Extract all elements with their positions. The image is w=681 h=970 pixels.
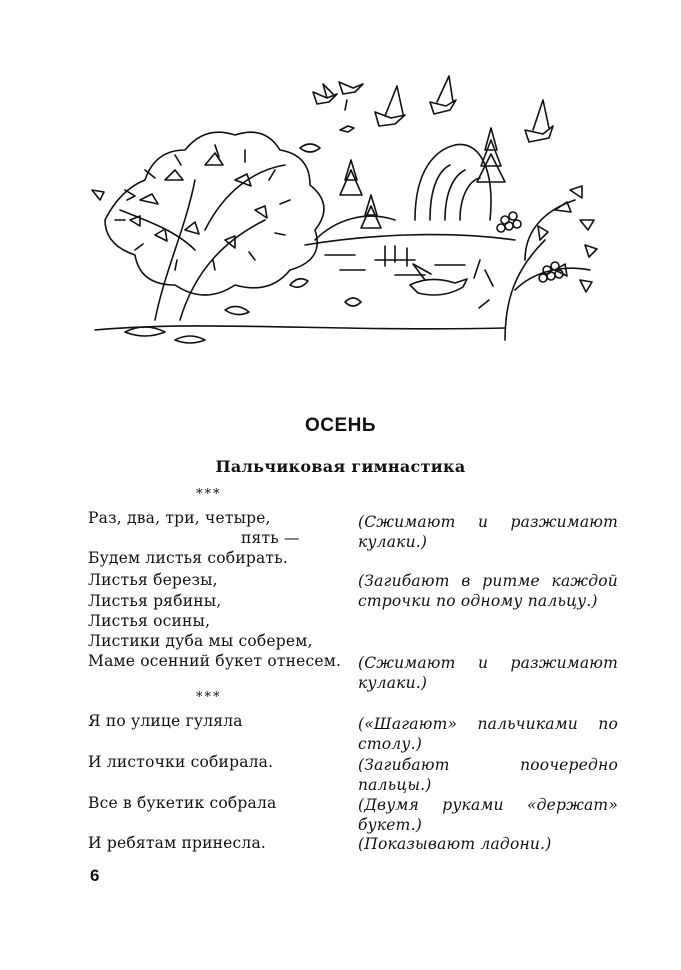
poem2-line-1: Я по улице гуляла [88,712,243,730]
stump [125,327,165,336]
poem1-note-2: (Загибают в ритме каждой строчки по одному пальцу.) [358,572,618,610]
poem1-line-5: Листья рябины, [88,592,222,610]
poem1-line-3: Будем листья собирать. [88,549,288,567]
poem1-note-1: (Сжимают и разжимают кулаки.) [358,513,618,551]
poem2-note-4: (Показывают ладони.) [358,835,552,853]
autumn-landscape-illustration [85,70,605,360]
left-bush [92,132,324,320]
poem1-note-3: (Сжимают и разжимают кулаки.) [358,654,618,692]
poem1-line-4: Листья березы, [88,571,218,589]
poem2-note-2: (Загибают поочередно пальцы.) [358,756,618,794]
poem2-note-3: (Двумя руками «держат» букет.) [358,796,618,834]
poem2-line-3: Все в букетик собрала [88,794,277,812]
section-subtitle: Пальчиковая гимнастика [215,457,466,476]
distant-trees [315,128,505,240]
poem1-line-8: Маме осенний букет отнесем. [88,652,342,670]
duck [410,279,467,295]
separator-stars-2: *** [196,690,222,705]
flying-geese [313,76,553,142]
poem1-line-2: пять — [241,529,300,547]
poem1-line-7: Листики дуба мы соберем, [88,632,313,650]
rowan-branch [474,186,597,340]
poem2-line-4: И ребятам принесла. [88,834,267,852]
page-title: ОСЕНЬ [304,415,377,436]
poem2-note-1: («Шагают» пальчиками по столу.) [358,715,618,753]
poem1-line-1: Раз, два, три, четыре, [88,509,271,527]
lake [305,235,515,275]
separator-stars-1: *** [196,487,222,502]
poem2-line-2: И листочки собирала. [88,753,274,771]
page-number: 6 [90,866,100,885]
poem1-line-6: Листья осины, [88,612,211,630]
